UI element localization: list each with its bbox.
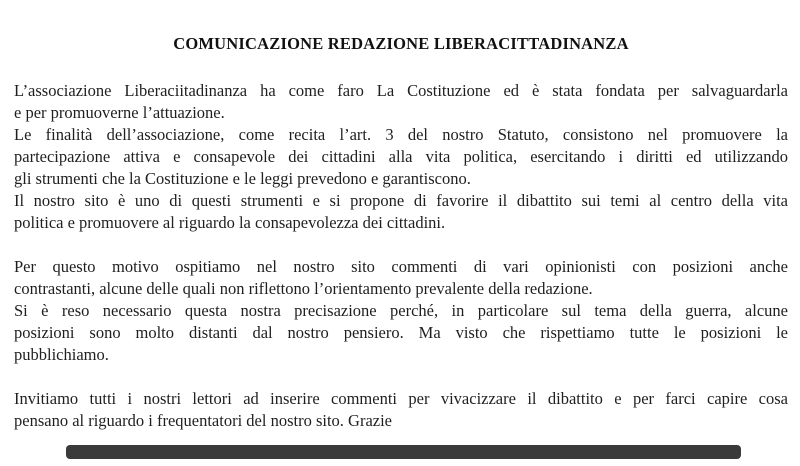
text-line: L’associazione Liberaciitadinanza ha come faro La Costituzione ed è stata fondata per salvaguardarla [14,81,788,100]
text-line: gli strumenti che la Costituzione e le leggi prevedono e garantiscono. [14,169,471,188]
text-line: Le finalità dell’associazione, come recita l’art. 3 del nostro Statuto, consistono nel promuovere la [14,125,788,144]
text-line: partecipazione attiva e consapevole dei cittadini alla vita politica, esercitando i diritti ed utilizzando [14,147,788,166]
page-title: COMUNICAZIONE REDAZIONE LIBERACITTADINANZA [173,34,629,53]
text-line: Il nostro sito è uno di questi strumenti e si propone di favorire il dibattito sui temi al centro della vita [14,191,788,210]
text-line: politica e promuovere al riguardo la consapevolezza dei cittadini. [14,213,446,232]
paragraph-statute-goals [14,124,788,190]
paragraph-association-intro [14,80,788,124]
paragraph-invitation [14,388,788,432]
text-line: Invitiamo tutti i nostri lettori ad inserire commenti per vivacizzare il dibattito e per farci capire cosa [14,389,788,408]
document-content [14,0,788,432]
paragraph-site-purpose [14,190,788,234]
text-line: pubblichiamo. [14,345,109,364]
text-line: Per questo motivo ospitiamo nel nostro sito commenti di vari opinionisti con posizioni anche [14,257,788,276]
bottom-divider-bar [66,445,741,459]
text-line: contrastanti, alcune delle quali non riflettono l’orientamento prevalente della redazione. [14,279,593,298]
text-line: e per promuoverne l’attuazione. [14,103,225,122]
paragraph-opinions [14,256,788,300]
text-line: pensano al riguardo i frequentatori del nostro sito. Grazie [14,411,393,430]
text-line: posizioni sono molto distanti dal nostro pensiero. Ma visto che rispettiamo tutte le posizioni le [14,323,788,342]
paragraph-clarification [14,300,788,366]
text-line: Si è reso necessario questa nostra precisazione perché, in particolare sul tema della guerra, alcune [14,301,788,320]
